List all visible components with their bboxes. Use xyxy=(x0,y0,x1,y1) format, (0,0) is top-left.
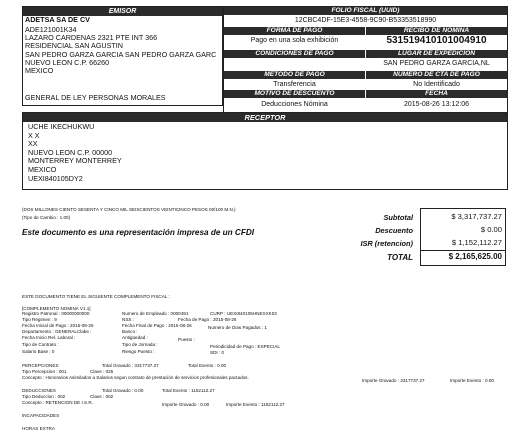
subtotal-value: $ 3,317,737.27 xyxy=(451,212,502,221)
nomina-field: Numero de Empleado : 0000491 xyxy=(122,311,189,316)
nomina-field: Fecha Final de Pago : 2015-08-26 xyxy=(122,323,192,328)
horas-extra-title: HORAS EXTRA xyxy=(22,426,55,431)
nomina-field: Numero de Dias Pagados : 1 xyxy=(208,325,267,330)
emisor-line: ADE121001K34 xyxy=(25,25,77,34)
emisor-header: EMISOR xyxy=(23,7,222,16)
nomina-title: [COMPLEMENTO NOMINA V1.1] xyxy=(22,306,91,311)
emisor-line: SAN PEDRO GARZA GARCIA SAN PEDRO GARZA GARC xyxy=(25,49,217,59)
receptor-address xyxy=(28,123,122,183)
receptor-line: XX xyxy=(28,139,38,149)
receptor-header: RECEPTOR xyxy=(23,113,507,122)
receptor-line: MONTERREY MONTERREY xyxy=(28,156,122,166)
deducciones-tipo: Tipo Deduccion : 002 xyxy=(22,394,66,399)
incapacidades-title: INCAPACIDADES xyxy=(22,413,60,418)
nomina-field: Fecha Inicio Rel. Laboral : xyxy=(22,335,76,340)
folio-value: 12CBC4DF-15E3-4558-9C90-B53353518990 xyxy=(294,17,437,24)
total-value: $ 2,165,625.00 xyxy=(448,252,502,261)
receptor-line: UEXI840105DY2 xyxy=(28,173,83,183)
nomina-field: CURP : UEXI840105HNEXXK03 xyxy=(210,311,277,316)
nomina-field: Departamento : GENERALClabe : xyxy=(22,329,92,334)
nomina-field: Riesgo Puesto : xyxy=(122,349,155,354)
fecha-value: 2015-08-26 13:12:06 xyxy=(404,101,469,108)
emisor-line: LAZARO CARDENAS 2321 PTE INT 366 xyxy=(25,33,158,43)
deducciones-total-gravado: Total Gravado : 0.00 xyxy=(102,388,144,393)
nomina-field: Periodicidad de Pago : ESPECIAL xyxy=(210,344,280,349)
deducciones-title: DEDUCCIONES xyxy=(22,388,56,393)
isr-label: ISR (retencion) xyxy=(360,239,413,248)
tipo-cambio: (Tipo de Cambio : 1.00) xyxy=(22,215,71,220)
complemento-note: ESTE DOCUMENTO TIENE EL SIGUIENTE COMPLEMENTO FISCAL : xyxy=(22,294,170,299)
lugar-value: SAN PEDRO GARZA GARCIA,NL xyxy=(383,60,490,67)
cuenta-value: No Identificado xyxy=(413,81,460,88)
metodo-value: Transferencia xyxy=(273,81,316,88)
percepciones-tipo: Tipo Percepcion : 001 xyxy=(22,369,67,374)
emisor-name: ADETSA SA DE CV xyxy=(25,15,90,24)
forma-pago-label: FORMA DE PAGO xyxy=(224,27,365,35)
emisor-line: MEXICO xyxy=(25,66,54,76)
deducciones-importe-exento: Importe Exento : 1152112.27 xyxy=(226,402,285,407)
nomina-field: Antigüedad : xyxy=(122,335,148,340)
deducciones-total-exento: Total Exento : 1152112.27 xyxy=(162,388,215,393)
isr-value: $ 1,152,112.27 xyxy=(451,238,502,247)
fecha-label: FECHA xyxy=(366,90,507,98)
nomina-field: Tipo de Jornada : xyxy=(122,342,158,347)
motivo-value: Deducciones Nómina xyxy=(261,101,328,108)
total-label: TOTAL xyxy=(387,253,413,262)
cfdi-text: Este documento es una representación impresa de un CFDI xyxy=(22,228,255,237)
receptor-line: UCHE IKECHUKWU xyxy=(28,122,95,131)
nomina-field: Puesto : xyxy=(178,337,195,342)
condiciones-label: CONDICIONES DE PAGO xyxy=(224,50,365,58)
folio-header: FOLIO FISCAL (UUID) xyxy=(224,7,507,15)
lugar-label: LUGAR DE EXPEDICION xyxy=(366,50,507,58)
deducciones-concepto: Concepto : RETENCION DE I.S.R. xyxy=(22,400,93,405)
emisor-line: NUEVO LEON C.P. 66260 xyxy=(25,57,110,67)
percepciones-concepto: Concepto : Honorarios Asimilados a Salarios segun contrato de prestación de servicios profesionales pactados. xyxy=(22,375,249,380)
descuento-label: Descuento xyxy=(375,226,413,235)
nomina-field: NSS : xyxy=(122,317,134,322)
receptor-line: NUEVO LEON C.P. 00000 xyxy=(28,147,113,157)
subtotal-label: Subtotal xyxy=(383,213,413,222)
receptor-line: MEXICO xyxy=(28,164,57,174)
nomina-field: Tipo Regimen : 9 xyxy=(22,317,57,322)
deducciones-importe-gravado: Importe Gravado : 0.00 xyxy=(162,402,210,407)
emisor-line: RESIDENCIAL SAN AGUSTIN xyxy=(25,41,123,51)
nomina-field: Fecha Inicial de Pago : 2015-08-26 xyxy=(22,323,94,328)
motivo-label: MOTIVO DE DESCUENTO xyxy=(224,90,365,98)
percepciones-total-exento: Total Exento : 0.00 xyxy=(188,363,227,368)
emisor-regimen: GENERAL DE LEY PERSONAS MORALES xyxy=(25,93,166,102)
nomina-field: Banco : xyxy=(122,329,138,334)
nomina-field: Registro Patronal : 00000000000 xyxy=(22,311,90,316)
cuenta-label: NUMERO DE CTA DE PAGO xyxy=(366,71,507,79)
forma-pago-value: Pago en una sola exhibición xyxy=(250,37,339,44)
nomina-field: Fecha de Pago : 2015-08-26 xyxy=(178,317,237,322)
nomina-field: SDI : 0 xyxy=(210,350,225,355)
descuento-value: $ 0.00 xyxy=(480,225,502,234)
amount-words: (DOS MILLONES CIENTO SESENTA Y CINCO MIL SEISCIENTOS VEINTICINCO PESOS 00/100 M.N.) xyxy=(22,207,236,212)
emisor-address xyxy=(25,26,216,75)
percepciones-importe-exento: Importe Exento : 0.00 xyxy=(450,378,494,383)
percepciones-importe-gravado: Importe Gravado : 3317737.27 xyxy=(362,378,425,383)
nomina-field: Tipo de Contrato : xyxy=(22,342,59,347)
percepciones-clave: Clave : 025 xyxy=(90,369,114,374)
recibo-value: 531519410101004910 xyxy=(386,35,487,46)
percepciones-total-gravado: Total Gravado : 3317737.27 xyxy=(102,363,159,368)
deducciones-clave: Clave : 002 xyxy=(90,394,114,399)
percepciones-title: PERCEPCIONES xyxy=(22,363,59,368)
recibo-label: RECIBO DE NOMINA xyxy=(366,27,507,35)
totals-divider xyxy=(420,250,506,251)
receptor-line: X X xyxy=(28,130,40,140)
nomina-field: Salario Base : 0 xyxy=(22,349,55,354)
metodo-label: METODO DE PAGO xyxy=(224,71,365,79)
